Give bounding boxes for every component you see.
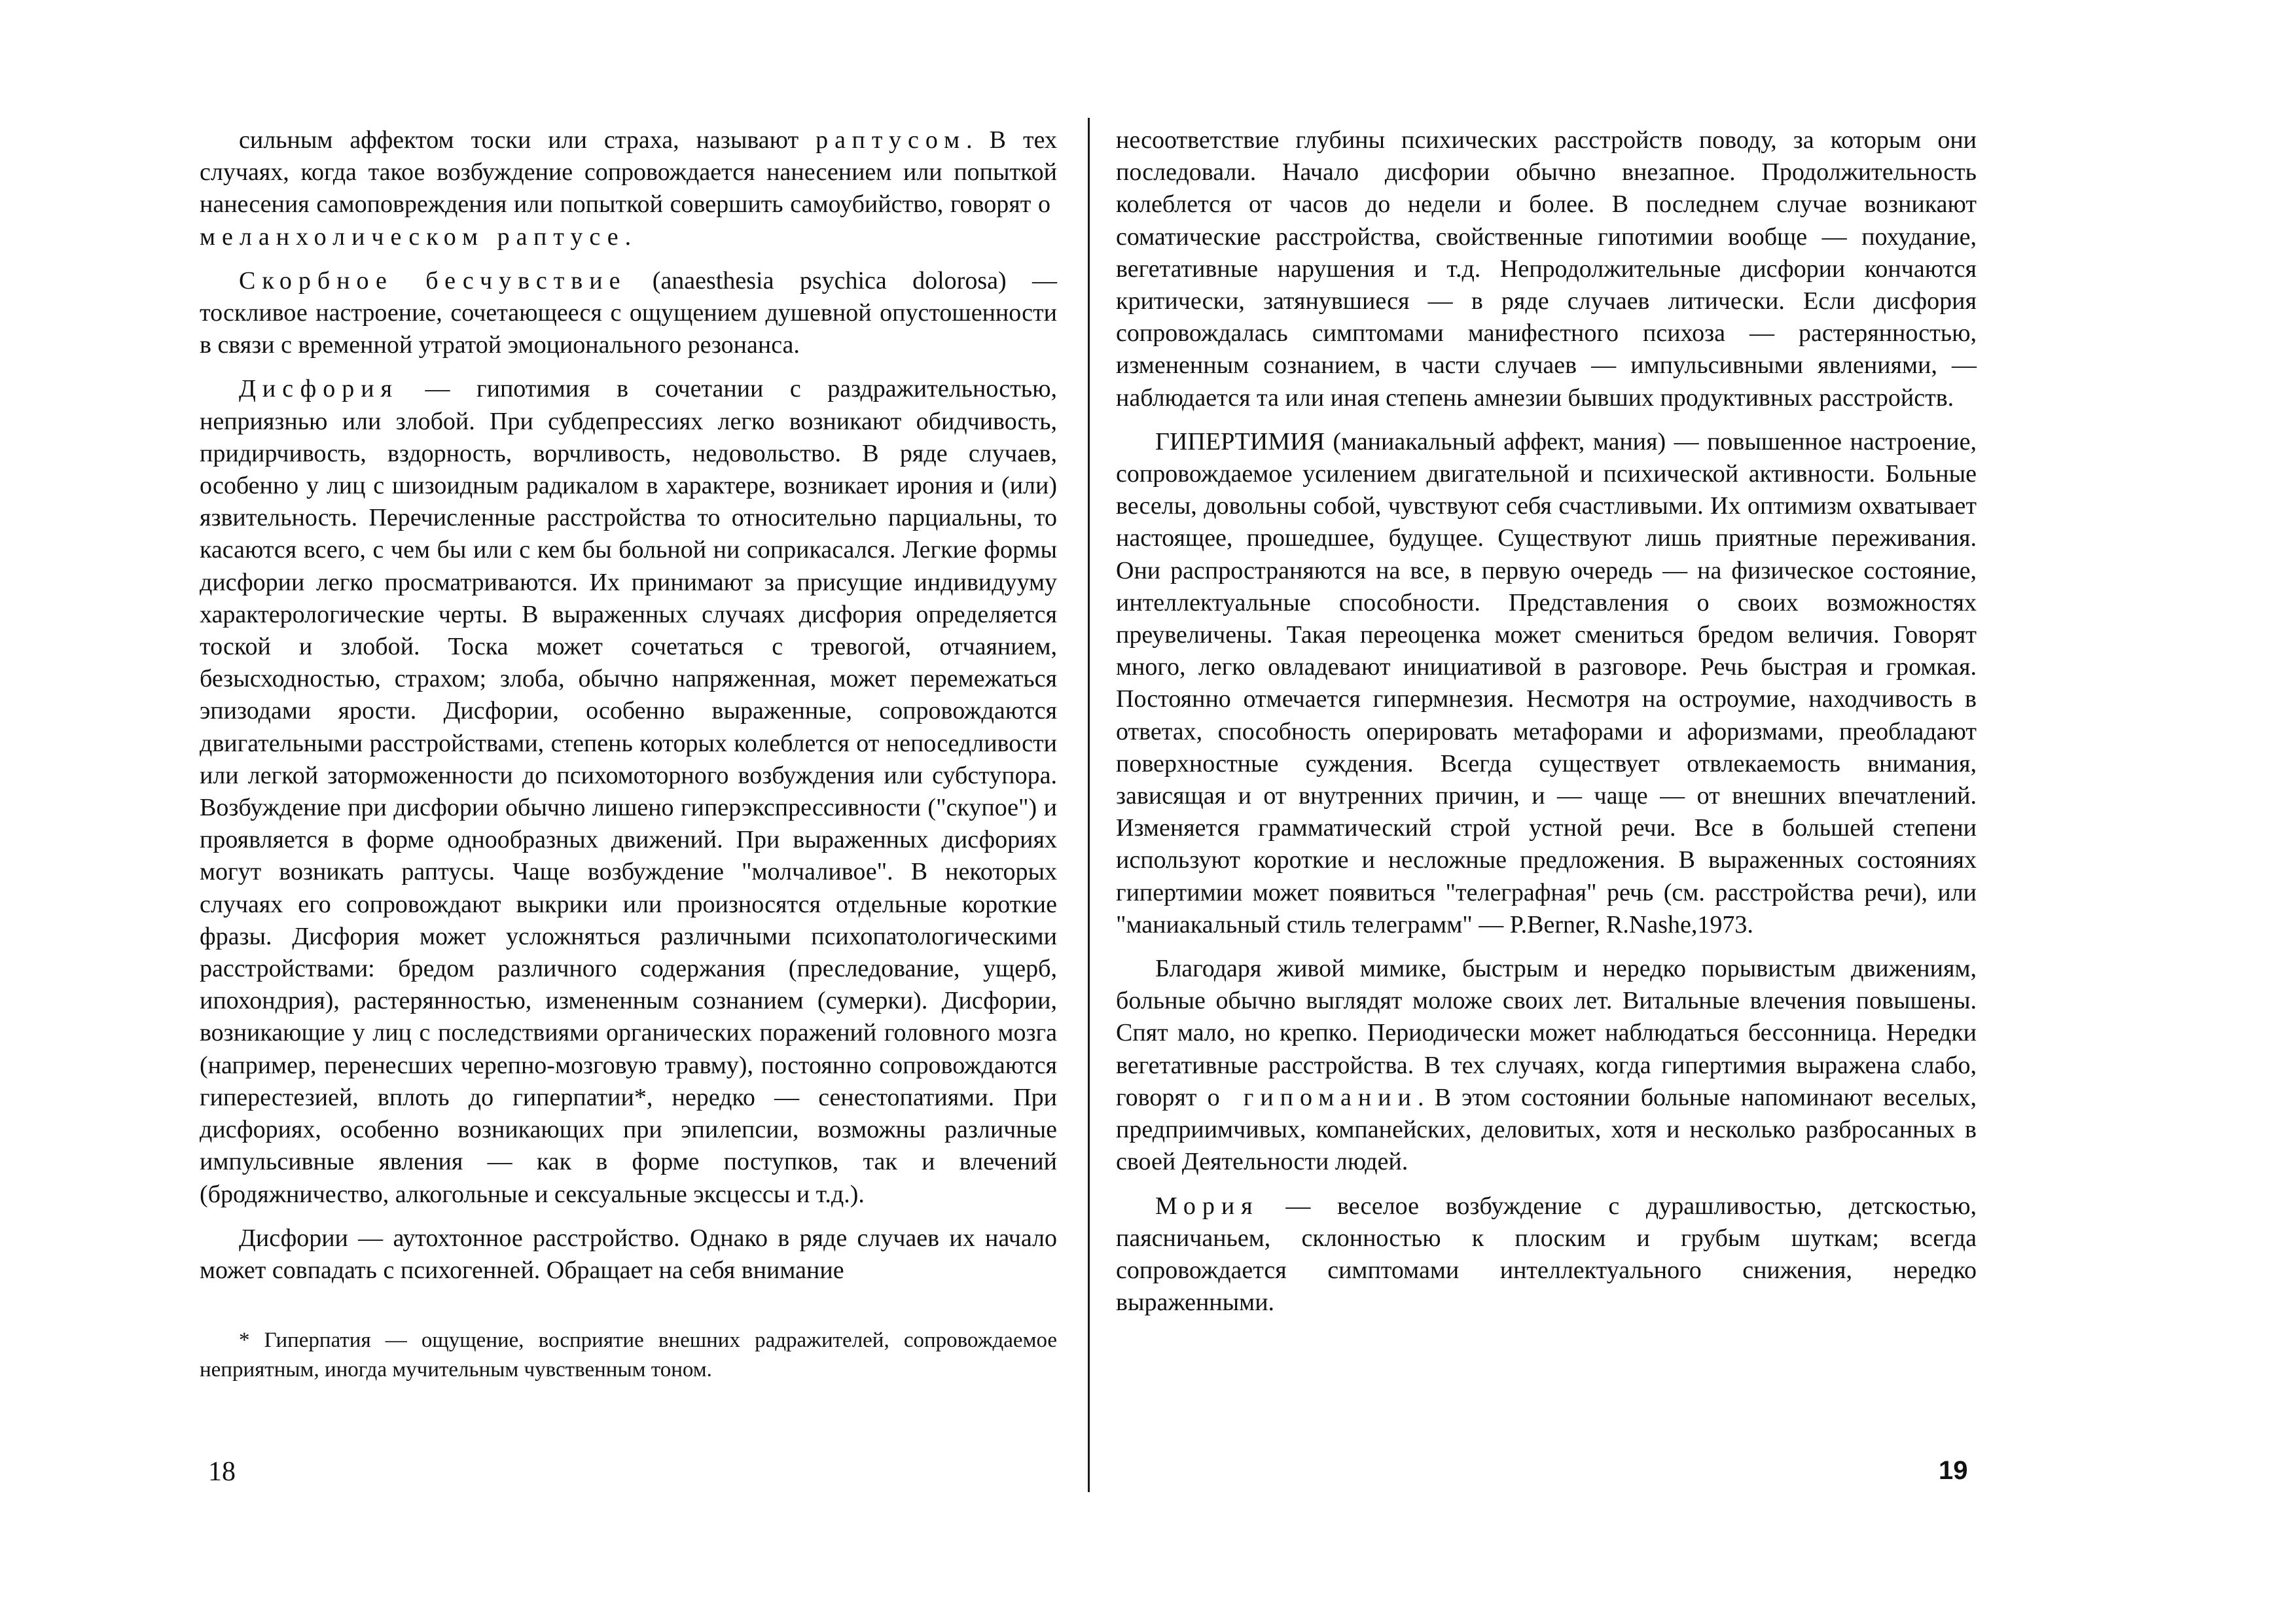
- paragraph-p1: [200, 124, 1057, 253]
- spaced-term: о гипомании: [1207, 1083, 1418, 1111]
- text-run: — веселое возбуждение с дурашливостью, детскостью, паясничаньем, склонностью к плоским и грубым шуткам; всегда сопровождается симптомами интеллектуального снижения, нередко выраженными.: [1116, 1192, 1977, 1317]
- text-run: сильным аффектом тоски или страха, называют: [239, 126, 816, 154]
- paragraph-p4: [200, 1222, 1057, 1287]
- spaced-term: о меланхолическом раптусе: [200, 190, 1057, 251]
- paragraph-p4: [1116, 1190, 1977, 1319]
- text-run: Благодаря живой мимике, быстрым и нередко порывистым движениям, больные обычно выглядят моложе своих лет. Витальные влечения повышены. Спят мало, но крепко. Периодически может наблюдаться бессонница. Нередки вегетативные расстройства. В тех случаях, когда гипертимия выражена слабо, говорят: [1116, 955, 1977, 1111]
- left-page: [200, 124, 1057, 1385]
- text-run: Дисфории — аутохтонное расстройство. Однако в ряде случаев их начало может совпадать с психогенней. Обращает на себя внимание: [200, 1224, 1057, 1284]
- text-run: — гипотимия в сочетании с раздражительностью, неприязнью или злобой. При субдепрессиях легко возникают обидчивость, придирчивость, вздорность, ворчливость, недовольство. В ряде случаев, особенно у лиц с шизоидным радикалом в характере, возникает ирония и (или) язвительность. Перечисленные расстройства то относительно парциальны, то касаются всего, с чем бы или с кем бы больной ни соприкасался. Легкие формы дисфории легко просматриваются. Их принимают за присущие индивидууму характерологические черты. В выраженных случаях дисфория определяется тоской и злобой. Тоска может сочетаться с тревогой, отчаянием, безысходностью, страхом; злоба, обычно напряженная, может перемежаться эпизодами ярости. Дисфории, особенно выраженные, сопровождаются двигательными расстройствами, степень которых колеблется от непоседливости или легкой заторможенности до психомоторного возбуждения или субступора. Возбуждение при дисфории обычно лишено гиперэкспрессивности ("скупое") и проявляется в форме однообразных движений. При выраженных дисфориях могут возникать раптусы. Чаще возбуждение "молчаливое". В некоторых случаях его сопровождают выкрики или произносятся отдельные короткие фразы. Дисфория может усложняться различными психопатологическими расстройствами: бредом различного содержания (преследование, ущерб, ипохондрия), растерянностью, измененным сознанием (сумерки). Дисфории, возникающие у лиц с последствиями органических поражений головного мозга (например, перенесших черепно-мозговую травму), постоянно сопровождаются гиперестезией, вплоть до гиперпатии*, нередко — сенестопатиями. При дисфориях, особенно возникающих при эпилепсии, возможны различные импульсивные явления — как в форме поступков, так и влечений (бродяжничество, алкогольные и сексуальные эксцессы и т.д.).: [200, 375, 1057, 1208]
- text-run: . В тех случаях, когда такое возбуждение сопровождается нанесением или попыткой нанесения самоповреждения или попыткой совершить самоубийство, говорят: [200, 126, 1057, 219]
- spaced-term: Скорбное бесчувствие: [239, 266, 627, 294]
- text-run: . В этом состоянии больные напоминают веселых, предприимчивых, компанейских, деловитых, хотя и несколько разбросанных в своей Деятельности людей.: [1116, 1083, 1977, 1176]
- page-number-left: 18: [208, 1457, 236, 1487]
- right-page: [1116, 124, 1977, 1319]
- page-number-right: 19: [1939, 1456, 1968, 1485]
- paragraph-p3: [200, 373, 1057, 1210]
- paragraph-p1: [1116, 124, 1977, 414]
- text-run: .: [624, 223, 632, 251]
- paragraph-p2: [200, 265, 1057, 362]
- right-page-text: [1116, 124, 1977, 1319]
- paragraph-p3: [1116, 953, 1977, 1178]
- footnote-text: * Гиперпатия — ощущение, восприятие внешних радражителей, сопровождаемое неприятным, иногда мучительным чувственным тоном.: [200, 1329, 1057, 1382]
- paragraph-p2: [1116, 426, 1977, 941]
- footnote: [200, 1326, 1057, 1385]
- text-run: несоответствие глубины психических расстройств поводу, за которым они последовали. Начало дисфории обычно внезапное. Продолжительность колеблется от часов до недели и более. В последнем случае возникают соматические расстройства, свойственные гипотимии вообще — похудание, вегетативные нарушения и т.д. Непродолжительные дисфории кончаются критически, затянувшиеся — в ряде случаев литически. Если дисфория сопровождалась симптомами манифестного психоза — растерянностью, измененным сознанием, в части случаев — импульсивными явлениями, — наблюдается та или иная степень амнезии бывших продуктивных расстройств.: [1116, 126, 1977, 412]
- left-page-text: [200, 124, 1057, 1287]
- spaced-term: Дисфория: [239, 375, 399, 403]
- text-run: (маниакальный аффект, мания) — повышенное настроение, сопровождаемое усилением двигательной и психической активности. Больные веселы, довольны собой, чувствуют себя счастливыми. Их оптимизм охватывает настоящее, прошедшее, будущее. Существуют лишь приятные переживания. Они распространяются на все, в первую очередь — на физическое состояние, интеллектуальные способности. Представления о своих возможностях преувеличены. Такая переоценка может смениться бредом величия. Говорят много, легко овладевают инициативой в разговоре. Речь быстрая и громкая. Постоянно отмечается гипермнезия. Несмотря на остроумие, находчивость в ответах, способность оперировать метафорами и афоризмами, преобладают поверхностные суждения. Всегда существует отвлекаемость внимания, зависящая и от внутренних причин, и — чаще — от внешних впечатлений. Изменяется грамматический строй устной речи. Все в большей степени используют короткие и несложные предложения. В выраженных состояниях гипертимии может появиться "телеграфная" речь (см. расстройства речи), или "маниакальный стиль телеграмм" — P.Berner, R.Nashe,1973.: [1116, 427, 1977, 938]
- text-run: (anaesthesia psychica dolorosa) — тоскливое настроение, сочетающееся с ощущением душевной опустошенности в связи с временной утратой эмоционального резонанса.: [200, 266, 1057, 359]
- heading-term: ГИПЕРТИМИЯ: [1155, 427, 1325, 455]
- spaced-term: Мория: [1155, 1192, 1259, 1220]
- spaced-term: раптусом: [816, 126, 967, 154]
- page-gutter-divider: [1088, 118, 1090, 1492]
